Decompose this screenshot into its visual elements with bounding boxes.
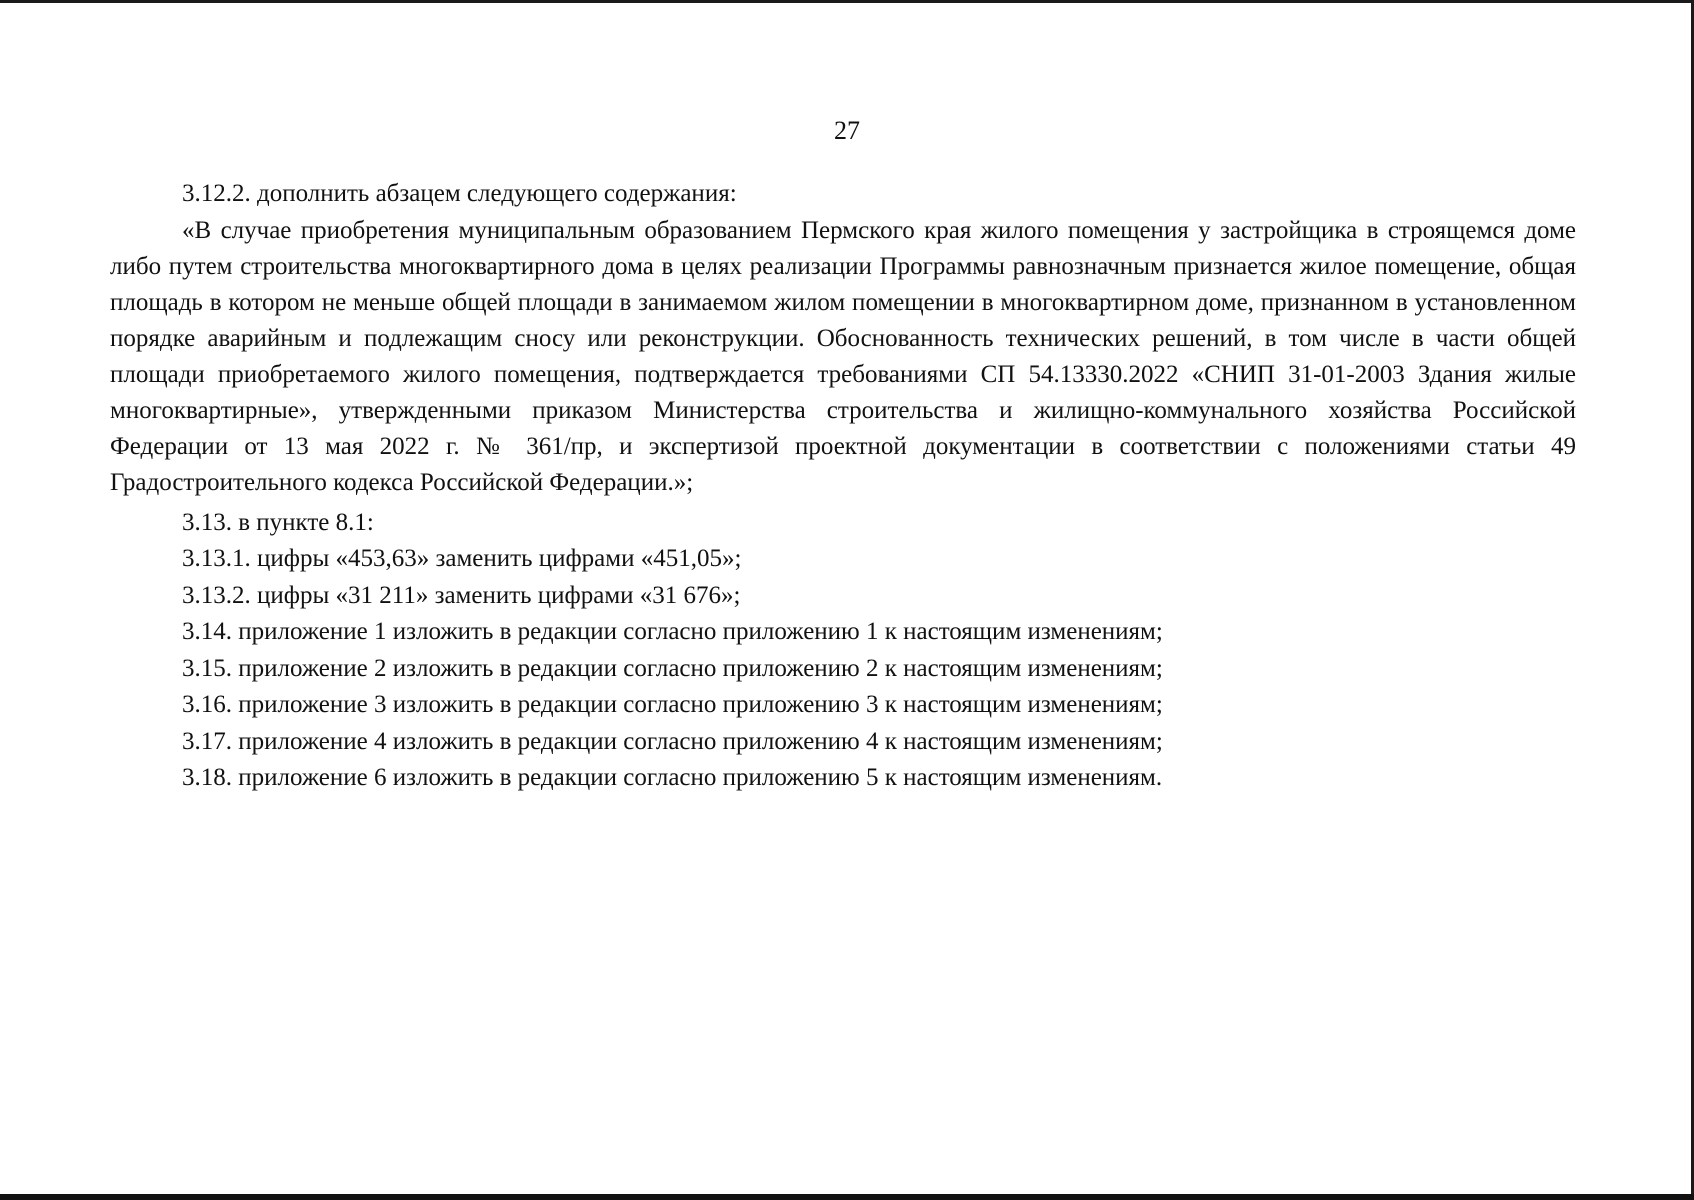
scan-edge-bottom xyxy=(0,1194,1694,1200)
paragraph-3-17: 3.17. приложение 4 изложить в редакции согласно приложению 4 к настоящим изменениям; xyxy=(182,727,1163,755)
page-number: 27 xyxy=(834,116,860,145)
scan-edge-top xyxy=(0,0,1694,3)
paragraph-3-16: 3.16. приложение 3 изложить в редакции согласно приложению 3 к настоящим изменениям; xyxy=(182,691,1163,718)
paragraph-3-14: 3.14. приложение 1 изложить в редакции согласно приложению 1 к настоящим изменениям; xyxy=(182,618,1163,645)
paragraph-3-15: 3.15. приложение 2 изложить в редакции согласно приложению 2 к настоящим изменениям; xyxy=(182,654,1163,682)
paragraph-3-13-1: 3.13.1. цифры «453,63» заменить цифрами «451,05»; xyxy=(182,545,742,572)
document-body xyxy=(110,176,1576,797)
paragraph-quote: «В случае приобретения муниципальным образованием Пермского края жилого помещения у застройщика в строящемся доме либо путем строительства многоквартирного дома в целях реализации Программы равнозначным признается жилое помещение, общая площадь в котором не меньше общей площади в занимаемом жилом помещении в многоквартирном доме, признанном в установленном порядке аварийным и подлежащим сносу или реконструкции. Обоснованность технических решений, в том числе в части общей площади приобретаемого жилого помещения, подтверждается требованиями СП 54.13330.2022 «СНИП 31-01-2003 Здания жилые многоквартирные», утвержденными приказом Министерства строительства и жилищно-коммунального хозяйства Российской Федерации от 13 мая 2022 г. № 361/пр, и экспертизой проектной документации в соответствии с положениями статьи 49 Градостроительного кодекса Российской Федерации.»; xyxy=(110,216,1576,496)
paragraph-3-12-2: 3.12.2. дополнить абзацем следующего содержания: xyxy=(182,180,737,207)
paragraph-3-18: 3.18. приложение 6 изложить в редакции согласно приложению 5 к настоящим изменениям. xyxy=(182,764,1163,791)
paragraph-3-13: 3.13. в пункте 8.1: xyxy=(182,508,374,536)
paragraph-3-13-2: 3.13.2. цифры «31 211» заменить цифрами «31 676»; xyxy=(182,581,741,609)
